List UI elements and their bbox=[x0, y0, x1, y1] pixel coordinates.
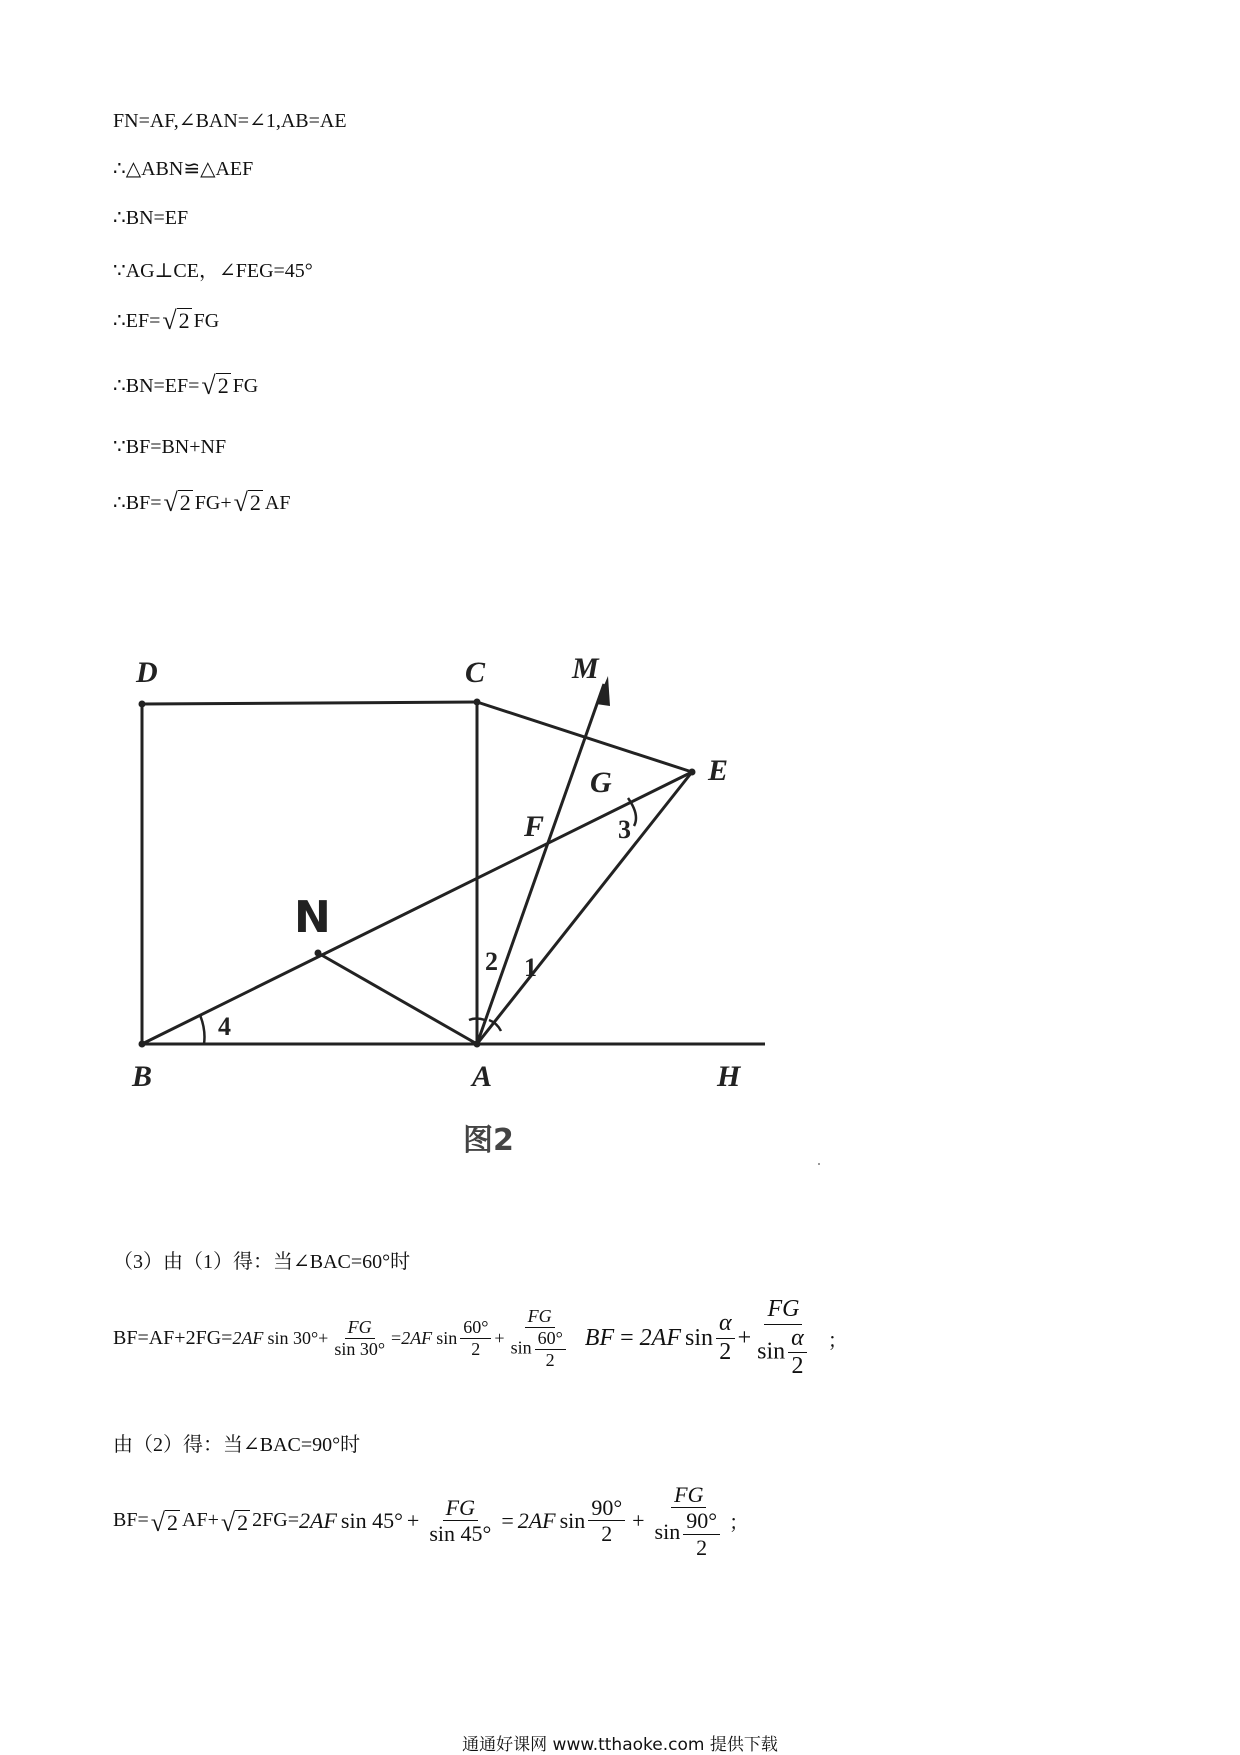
formula-text: ； bbox=[827, 1329, 848, 1352]
proof-text: ∴EF= bbox=[113, 310, 161, 332]
formula-term: 2AF bbox=[639, 1324, 681, 1351]
fraction: $\frac{90^\circ}{2}$ bbox=[588, 1495, 625, 1547]
part2-intro: 由（2）得：当∠BAC=90°时 bbox=[113, 1434, 361, 1456]
formula-op: + bbox=[406, 1507, 420, 1533]
formula-term: sin 45° bbox=[340, 1507, 403, 1533]
segment-ae bbox=[477, 772, 692, 1044]
fraction: $\frac{FG}{\sin 30^\circ}$ bbox=[334, 1317, 386, 1359]
fraction: $\frac{FG}{\sin 45^\circ}$ bbox=[429, 1495, 492, 1547]
proof-line-6 bbox=[113, 371, 258, 398]
proof-line-2: ∴△ABN≌△AEF bbox=[113, 158, 254, 180]
figure-caption: 图2 bbox=[463, 1123, 514, 1158]
segment-be bbox=[142, 772, 692, 1044]
label-b: B bbox=[132, 1060, 153, 1093]
sqrt-symbol: √ 2 bbox=[150, 1507, 179, 1537]
label-g: G bbox=[590, 766, 612, 799]
ray-am bbox=[477, 684, 604, 1044]
label-e: E bbox=[708, 754, 729, 787]
formula-op: + bbox=[737, 1324, 752, 1351]
formula-text: AF+ bbox=[182, 1509, 219, 1532]
label-n: N bbox=[294, 892, 331, 943]
formula-term: 2AF bbox=[232, 1327, 264, 1348]
proof-text: ∴BN=EF= bbox=[113, 375, 200, 397]
label-a: A bbox=[472, 1060, 493, 1093]
proof-line-5 bbox=[113, 306, 219, 333]
formula-term: sin bbox=[436, 1327, 458, 1348]
point-n bbox=[315, 950, 322, 957]
fraction: $\frac{\alpha}{2}$ bbox=[716, 1310, 735, 1366]
proof-text: AF bbox=[264, 492, 291, 514]
proof-text: ∴BF= bbox=[113, 492, 162, 514]
formula-term: sin 30° bbox=[267, 1327, 319, 1348]
fraction: FG sin $\frac{\alpha}{2}$ bbox=[754, 1296, 813, 1381]
formula-term: 2AF bbox=[401, 1327, 433, 1348]
label-c: C bbox=[465, 656, 486, 689]
point-b bbox=[139, 1041, 146, 1048]
formula-text: ； bbox=[729, 1512, 750, 1535]
point-e bbox=[689, 769, 696, 776]
sqrt-symbol: √ 2 bbox=[220, 1507, 249, 1537]
proof-line-4: ∵AG⊥CE，∠FEG=45° bbox=[113, 260, 313, 282]
sqrt-symbol: √ 2 bbox=[163, 488, 191, 517]
label-f: F bbox=[524, 810, 545, 843]
formula-text: BF= bbox=[113, 1509, 149, 1532]
angle-label-3: 3 bbox=[618, 815, 631, 844]
formula-text: BF=AF+2FG= bbox=[113, 1326, 233, 1349]
proof-text: FG bbox=[232, 375, 259, 397]
point-a bbox=[474, 1041, 481, 1048]
formula-term: BF bbox=[584, 1324, 615, 1351]
page-footer: 通通好课网 www.tthaoke.com 提供下载 bbox=[462, 1735, 778, 1755]
proof-line-8 bbox=[113, 488, 290, 515]
sqrt-symbol: √ 2 bbox=[233, 488, 261, 517]
scan-speck bbox=[818, 1163, 820, 1165]
formula-op: = bbox=[620, 1324, 634, 1351]
formula-term: 2AF bbox=[517, 1507, 556, 1533]
part3-intro: （3）由（1）得：当∠BAC=60°时 bbox=[113, 1251, 411, 1273]
proof-text: FG bbox=[193, 310, 220, 332]
angle-arc-4 bbox=[200, 1015, 205, 1044]
sqrt-symbol: √ 2 bbox=[201, 371, 229, 400]
formula-op: + bbox=[494, 1327, 505, 1348]
proof-line-1: FN=AF,∠BAN=∠1,AB=AE bbox=[113, 110, 347, 132]
geometry-figure-2 bbox=[120, 640, 800, 1170]
segment-na bbox=[318, 953, 477, 1044]
proof-line-7: ∵BF=BN+NF bbox=[113, 436, 227, 458]
sqrt-symbol: √ 2 bbox=[162, 306, 190, 335]
proof-text: FG+ bbox=[194, 492, 232, 514]
label-d: D bbox=[136, 656, 158, 689]
label-m: M bbox=[572, 652, 599, 685]
formula-op: + bbox=[632, 1507, 645, 1533]
segment-dc bbox=[142, 702, 477, 704]
point-c bbox=[474, 699, 481, 706]
formula-term: 2AF bbox=[299, 1507, 337, 1533]
formula-term: sin bbox=[684, 1324, 713, 1351]
formula-term: sin bbox=[559, 1507, 586, 1533]
formula-op: = bbox=[501, 1507, 514, 1533]
proof-line-3: ∴BN=EF bbox=[113, 207, 189, 229]
fraction: FG sin $\frac{60^\circ}{2}$ bbox=[508, 1306, 572, 1370]
label-h: H bbox=[717, 1060, 741, 1093]
formula-op: + bbox=[318, 1327, 329, 1348]
fraction: FG sin $\frac{90^\circ}{2}$ bbox=[652, 1482, 727, 1560]
angle-label-2: 2 bbox=[485, 947, 498, 976]
point-d bbox=[139, 701, 146, 708]
angle-label-4: 4 bbox=[218, 1012, 231, 1041]
part2-formula bbox=[113, 1482, 749, 1560]
formula-op: = bbox=[391, 1327, 402, 1348]
part3-formula bbox=[113, 1296, 848, 1381]
formula-text: 2FG= bbox=[252, 1509, 300, 1532]
fraction: $\frac{60^\circ}{2}$ bbox=[460, 1317, 491, 1359]
angle-label-1: 1 bbox=[524, 953, 537, 982]
